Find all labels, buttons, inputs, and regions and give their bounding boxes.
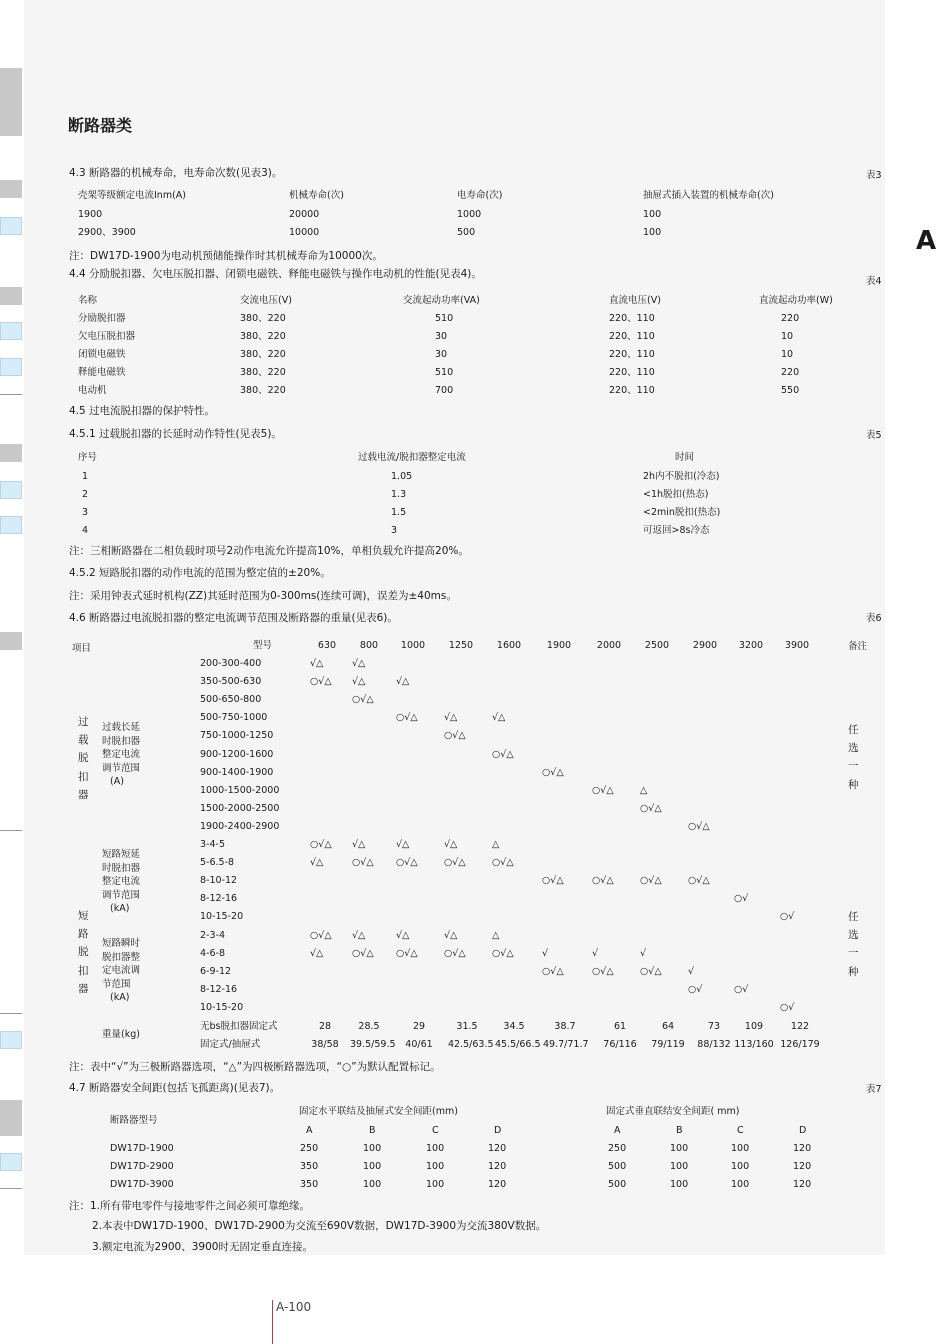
- table6-sub-label: 短路瞬时: [102, 938, 141, 949]
- table6-sub-label: 整定电流: [102, 876, 141, 887]
- table4-cell: 电动机: [78, 385, 107, 396]
- table4-cell: 30: [435, 349, 448, 360]
- table5-header: 序号: [78, 452, 98, 463]
- table6-mark: △: [640, 784, 648, 796]
- table6-mark: √△: [352, 929, 366, 941]
- table4-cell: 380、220: [240, 385, 286, 396]
- table6-range: 10-15-20: [200, 911, 244, 923]
- table6-weight-cell: 28.5: [358, 1021, 380, 1032]
- table7-cell: 120: [488, 1179, 507, 1190]
- table6-weight-label: 重量(kg): [102, 1029, 140, 1040]
- table6-weight-cell: 73: [707, 1021, 721, 1032]
- table6-remark-mark: 种: [848, 778, 859, 791]
- table4-cell: 380、220: [240, 367, 286, 378]
- table4-cell: 30: [435, 331, 448, 342]
- table7-model: DW17D-1900: [110, 1143, 174, 1154]
- table6-weight-cell: 88/132: [697, 1039, 731, 1050]
- table6-mark: √△: [352, 658, 366, 669]
- table7-col-header: B: [369, 1125, 376, 1136]
- table7-group2: 固定式垂直联结安全间距( mm): [606, 1106, 740, 1117]
- table7-cell: 100: [426, 1143, 445, 1154]
- table4-cell: 550: [781, 385, 800, 396]
- table6-weight-cell: 40/61: [405, 1039, 433, 1050]
- table6-group1-label: 载: [78, 734, 89, 747]
- table5-cell: 可返回>8s冷态: [643, 525, 710, 536]
- table7-cell: 100: [731, 1179, 750, 1190]
- table5-cell: 1.05: [391, 471, 413, 482]
- table4-header: 交流电压(V): [240, 295, 292, 306]
- table7-col-header: D: [494, 1125, 502, 1136]
- table6-sub-label: (kA): [110, 903, 130, 914]
- table6-weight-cell: 28: [318, 1021, 332, 1032]
- table6-weight-cell: 42.5/63.5: [448, 1039, 494, 1050]
- table7-col-header: A: [614, 1125, 621, 1136]
- table4-cell: 220、110: [609, 349, 655, 360]
- sec46-note: 注：表中“√”为三极断路器选项，“△”为四极断路器选项，“○”为默认配置标记。: [69, 1061, 441, 1073]
- page-number: A-100: [276, 1300, 312, 1314]
- sec452-heading: 4.5.2 短路脱扣器的动作电流的范围为整定值的±20%。: [69, 567, 331, 579]
- footer-rule: [272, 1300, 273, 1344]
- table6-sub-label: (kA): [110, 992, 130, 1003]
- table7-col-header: B: [676, 1125, 683, 1136]
- table3-header: 机械寿命(次): [289, 190, 344, 201]
- table6-sub-label: 调节范围: [102, 889, 141, 901]
- table6-model-col: 1250: [448, 640, 474, 651]
- table6-remark-mark: 任: [848, 911, 859, 923]
- table6-remark-label: 备注: [848, 641, 868, 652]
- table6-mark: ○√: [734, 983, 749, 995]
- table6-sub-label: 短路短延: [102, 849, 141, 860]
- table6-sub-label: 时脱扣器: [102, 735, 141, 747]
- table7-cell: 100: [731, 1161, 750, 1172]
- sec43-note: 注：DW17D-1900为电动机预储能操作时其机械寿命为10000次。: [69, 250, 383, 262]
- table4-cell: 380、220: [240, 331, 286, 342]
- table6-model-label: 型号: [253, 640, 273, 651]
- table6-mark: ○√△: [310, 676, 332, 688]
- table6-mark: ○√△: [542, 766, 564, 778]
- table6-range: 1900-2400-2900: [200, 820, 280, 832]
- table7-model: DW17D-2900: [110, 1161, 174, 1172]
- table6-weight-cell: 122: [790, 1021, 810, 1032]
- table6-remark-mark: 选: [848, 929, 859, 942]
- table6-weight-cell: 126/179: [780, 1039, 820, 1050]
- table4-cell: 700: [435, 385, 454, 396]
- table3-header: 电寿命(次): [457, 190, 503, 201]
- table4-cell: 220、110: [609, 367, 655, 378]
- table4-cell: 220、110: [609, 313, 655, 324]
- table4-header: 直流电压(V): [609, 295, 661, 306]
- table7-col-header: C: [737, 1125, 744, 1136]
- table6-mark: ○√△: [688, 875, 710, 887]
- table7-cell: 500: [608, 1161, 627, 1172]
- table6-sub-label: 整定电流: [102, 749, 141, 760]
- table6-model-col: 2000: [596, 640, 622, 651]
- table3-cell: 500: [457, 227, 476, 238]
- sec45-note2: 注：采用钟表式延时机构(ZZ)其延时范围为0-300ms(连续可调)，误差为±40ms。: [69, 590, 457, 602]
- table6-model-col: 2500: [644, 640, 670, 651]
- table6-weight-cell: 29: [412, 1021, 426, 1032]
- table6-mark: △: [492, 929, 500, 941]
- sec47-note3: 3.额定电流为2900、3900时无固定垂直连接。: [92, 1241, 313, 1253]
- table6-sub-label: 脱扣器整: [102, 951, 141, 963]
- table7-cell: 100: [363, 1143, 382, 1154]
- table6-mark: √△: [396, 839, 410, 850]
- table4-cell: 分励脱扣器: [78, 313, 126, 324]
- table3-cell: 10000: [289, 227, 320, 238]
- table6-sub-label: 定电流调: [102, 965, 141, 976]
- table7-cell: 100: [363, 1179, 382, 1190]
- section-letter: A: [916, 226, 937, 256]
- table4-cell: 220、110: [609, 331, 655, 342]
- table6-weight-cell: 109: [744, 1021, 764, 1032]
- page-title: 断路器类: [68, 116, 133, 135]
- table5-cell: 3: [391, 525, 398, 536]
- table6-remark-mark: 选: [848, 742, 859, 755]
- table6-range: 8-12-16: [200, 893, 238, 905]
- table6-group1-label: 器: [78, 788, 89, 801]
- table6-mark: √△: [492, 712, 506, 724]
- table6-weight-cell: 64: [661, 1021, 675, 1032]
- table5-cell: 1.3: [391, 489, 407, 500]
- table6-mark: ○√△: [592, 875, 614, 887]
- table6-mark: √△: [444, 929, 458, 941]
- table6-sub-label: (A): [110, 776, 124, 787]
- sec45-heading: 4.5 过电流脱扣器的保护特性。: [69, 405, 216, 417]
- table3-cell: 100: [643, 227, 662, 238]
- table6-mark: ○√△: [492, 947, 514, 959]
- table6-remark-mark: 种: [848, 965, 859, 978]
- table6-range: 4-6-8: [200, 947, 225, 959]
- table5-cell: 1: [82, 471, 89, 482]
- table6-mark: ○√△: [542, 965, 564, 977]
- table6-range: 200-300-400: [200, 658, 262, 669]
- table6-range: 5-6.5-8: [200, 857, 235, 869]
- sec44-heading: 4.4 分励脱扣器、欠电压脱扣器、闭锁电磁铁、释能电磁铁与操作电动机的性能(见表4)。: [69, 268, 482, 280]
- table7-cell: 120: [793, 1143, 812, 1154]
- table6-mark: ○√△: [492, 748, 514, 760]
- table3-cell: 2900、3900: [78, 227, 136, 238]
- table6-sub-label: 过载长延: [102, 722, 141, 733]
- table6-range: 8-10-12: [200, 875, 238, 887]
- table6-range: 8-12-16: [200, 983, 238, 995]
- table6-model-col: 630: [317, 640, 337, 651]
- table5-cell: 4: [82, 525, 89, 536]
- table6-mark: ○√△: [352, 947, 374, 959]
- table6-range: 3-4-5: [200, 839, 225, 850]
- table6-mark: ○√: [688, 983, 703, 995]
- table7-cell: 100: [670, 1161, 689, 1172]
- table6-item-label: 项目: [72, 643, 92, 654]
- table4-label: 表4: [866, 276, 882, 287]
- table4-cell: 510: [435, 367, 454, 378]
- table6-range: 900-1200-1600: [200, 748, 274, 760]
- sec451-heading: 4.5.1 过载脱扣器的长延时动作特性(见表5)。: [69, 428, 282, 440]
- table6-sub-label: 时脱扣器: [102, 862, 141, 874]
- table6-mark: √△: [352, 676, 366, 688]
- table4-cell: 380、220: [240, 349, 286, 360]
- table4-cell: 220: [781, 313, 800, 324]
- table4-cell: 220、110: [609, 385, 655, 396]
- table7-cell: 100: [731, 1143, 750, 1154]
- table7-cell: 120: [488, 1143, 507, 1154]
- table6-mark: √△: [310, 947, 324, 959]
- table7-cell: 250: [608, 1143, 627, 1154]
- table7-cell: 250: [300, 1143, 319, 1154]
- table6-weight-cell: 39.5/59.5: [350, 1039, 396, 1050]
- table6-weight-cell: 45.5/66.5: [495, 1039, 541, 1050]
- table4-cell: 380、220: [240, 313, 286, 324]
- table6-mark: ○√△: [640, 802, 662, 814]
- table6-mark: √△: [310, 658, 324, 669]
- table3-cell: 1900: [78, 209, 103, 220]
- table7-col-header: C: [432, 1125, 439, 1136]
- table6-weight-cell: 49.7/71.7: [543, 1039, 589, 1050]
- table6-range: 10-15-20: [200, 1001, 244, 1013]
- table6-range: 2-3-4: [200, 929, 225, 941]
- table7-cell: 350: [300, 1161, 319, 1172]
- table6-remark-mark: 任: [848, 724, 859, 736]
- table7-cell: 120: [793, 1179, 812, 1190]
- table6-mark: √△: [396, 929, 410, 941]
- table6-range: 1500-2000-2500: [200, 802, 280, 814]
- sec45-note1: 注：三相断路器在二相负载时项号2动作电流允许提高10%，单相负载允许提高20%。: [69, 545, 469, 557]
- table7-cell: 120: [488, 1161, 507, 1172]
- table6-group1-label: 过: [78, 716, 89, 728]
- table3-header: 抽屉式插入装置的机械寿命(次): [643, 190, 774, 201]
- table7-cell: 350: [300, 1179, 319, 1190]
- table6-group2-label: 扣: [78, 964, 89, 977]
- sec47-note1: 注：1.所有带电零件与接地零件之间必须可靠绝缘。: [69, 1200, 311, 1212]
- table6-mark: ○√△: [352, 857, 374, 869]
- table6-mark: √△: [396, 676, 410, 688]
- table4-cell: 220: [781, 367, 800, 378]
- table7-cell: 120: [793, 1161, 812, 1172]
- table6-mark: √△: [444, 839, 458, 850]
- table6-weight-cell: 38.7: [554, 1021, 576, 1032]
- table6-model-col: 1900: [546, 640, 572, 651]
- table6-mark: ○√△: [592, 784, 614, 796]
- table4-header: 交流起动功率(VA): [403, 295, 480, 306]
- table6-mark: √△: [444, 712, 458, 724]
- table6-mark: ○√△: [592, 965, 614, 977]
- table6-remark-mark: 一: [848, 760, 859, 773]
- table6-mark: √△: [310, 857, 324, 869]
- table5-label: 表5: [866, 430, 882, 441]
- table6-range: 6-9-12: [200, 965, 232, 977]
- table6-weight-type: 无bs脱扣器固定式: [200, 1021, 278, 1032]
- table6-mark: ○√△: [688, 820, 710, 832]
- table4-header: 直流起动功率(W): [759, 295, 833, 306]
- table7-col-header: A: [306, 1125, 313, 1136]
- table6-sub-label: 节范围: [102, 978, 131, 990]
- sec47-heading: 4.7 断路器安全间距(包括飞孤距离)(见表7)。: [69, 1082, 281, 1094]
- table6-model-col: 3200: [738, 640, 764, 651]
- table6-range: 500-650-800: [200, 694, 262, 706]
- table6-mark: ○√△: [444, 947, 466, 959]
- table6-model-col: 3900: [784, 640, 810, 651]
- table6-range: 750-1000-1250: [200, 730, 274, 742]
- table6-range: 900-1400-1900: [200, 766, 274, 778]
- table7-cell: 100: [426, 1179, 445, 1190]
- sec47-note2: 2.本表中DW17D-1900、DW17D-2900为交流至690V数据，DW17D-3900为交流380V数据。: [92, 1220, 547, 1232]
- table6-label: 表6: [866, 613, 882, 624]
- table4-cell: 释能电磁铁: [78, 367, 126, 378]
- table5-header: 过载电流/脱扣器整定电流: [358, 452, 466, 463]
- table6-mark: √: [592, 947, 599, 959]
- table6-weight-cell: 31.5: [456, 1021, 478, 1032]
- table3-cell: 100: [643, 209, 662, 220]
- table6-sub-label: 调节范围: [102, 762, 141, 774]
- table6-model-col: 1600: [496, 640, 522, 651]
- table6-group2-label: 器: [78, 982, 89, 995]
- table6-mark: ○√△: [444, 730, 466, 742]
- table6-group2-label: 短: [78, 910, 89, 922]
- table7-col-header: D: [799, 1125, 807, 1136]
- table3-header: 壳架等级额定电流Inm(A): [78, 190, 186, 201]
- table6-model-col: 2900: [692, 640, 718, 651]
- table5-cell: 3: [82, 507, 89, 518]
- table7-cell: 500: [608, 1179, 627, 1190]
- table6-weight-cell: 113/160: [734, 1039, 774, 1050]
- table6-mark: ○√△: [444, 857, 466, 869]
- table6-mark: ○√△: [492, 857, 514, 869]
- table6-mark: ○√△: [396, 857, 418, 869]
- table4-cell: 欠电压脱扣器: [78, 331, 136, 342]
- table6-group2-label: 脱: [78, 946, 89, 959]
- table6-model-col: 1000: [400, 640, 426, 651]
- table4-cell: 10: [781, 331, 794, 342]
- table6-mark: √: [640, 947, 647, 959]
- table6-mark: √: [688, 965, 695, 977]
- table6-mark: ○√△: [640, 875, 662, 887]
- table6-weight-cell: 34.5: [503, 1021, 525, 1032]
- table7-cell: 100: [363, 1161, 382, 1172]
- table6-mark: ○√△: [396, 947, 418, 959]
- table6-weight-cell: 79/119: [651, 1039, 685, 1050]
- table6-mark: ○√: [734, 893, 749, 905]
- table7-cell: 100: [670, 1143, 689, 1154]
- table6-mark: ○√△: [542, 875, 564, 887]
- table5-cell: 2h内不脱扣(冷态): [643, 471, 720, 482]
- table6-weight-type: 固定式/抽屉式: [200, 1039, 261, 1050]
- table5-cell: <1h脱扣(热态): [643, 489, 709, 500]
- table6-mark: △: [492, 839, 500, 850]
- table6-mark: √△: [352, 839, 366, 850]
- table6-mark: ○√△: [310, 839, 332, 850]
- table4-cell: 10: [781, 349, 794, 360]
- table6-mark: ○√△: [310, 929, 332, 941]
- table6-range: 500-750-1000: [200, 712, 268, 724]
- table6-mark: ○√: [780, 911, 795, 923]
- table6-weight-cell: 38/58: [311, 1039, 339, 1050]
- table6-group1-label: 扣: [78, 770, 89, 783]
- table3-label: 表3: [866, 170, 882, 181]
- table4-cell: 510: [435, 313, 454, 324]
- table3-cell: 20000: [289, 209, 320, 220]
- table7-model: DW17D-3900: [110, 1179, 174, 1190]
- table6-mark: ○√: [780, 1001, 795, 1013]
- table5-header: 时间: [675, 452, 695, 463]
- table6-range: 1000-1500-2000: [200, 784, 280, 796]
- table4-header: 名称: [78, 295, 98, 306]
- table6-mark: ○√△: [640, 965, 662, 977]
- table6-weight-cell: 61: [613, 1021, 627, 1032]
- table6-mark: √: [542, 947, 549, 959]
- table4-cell: 闭锁电磁铁: [78, 349, 126, 360]
- table6-mark: ○√△: [396, 712, 418, 724]
- table5-cell: 2: [82, 489, 89, 500]
- table6-weight-cell: 76/116: [603, 1039, 637, 1050]
- table6-mark: ○√△: [352, 694, 374, 706]
- sec43-heading: 4.3 断路器的机械寿命，电寿命次数(见表3)。: [69, 167, 283, 179]
- table6-group2-label: 路: [78, 928, 89, 941]
- table5-cell: 1.5: [391, 507, 407, 518]
- table7-label: 表7: [866, 1084, 882, 1095]
- table6-range: 350-500-630: [200, 676, 262, 688]
- table5-cell: <2min脱扣(热态): [643, 507, 721, 518]
- table7-cell: 100: [670, 1179, 689, 1190]
- table7-model-label: 断路器型号: [110, 1115, 158, 1126]
- table7-cell: 100: [426, 1161, 445, 1172]
- table6-model-col: 800: [359, 640, 379, 651]
- table6-remark-mark: 一: [848, 947, 859, 960]
- table7-group1: 固定水平联结及抽屉式安全间距(mm): [299, 1106, 458, 1117]
- table3-cell: 1000: [457, 209, 482, 220]
- sec46-heading: 4.6 断路器过电流脱扣器的整定电流调节范围及断路器的重量(见表6)。: [69, 612, 398, 624]
- table6-group1-label: 脱: [78, 752, 89, 765]
